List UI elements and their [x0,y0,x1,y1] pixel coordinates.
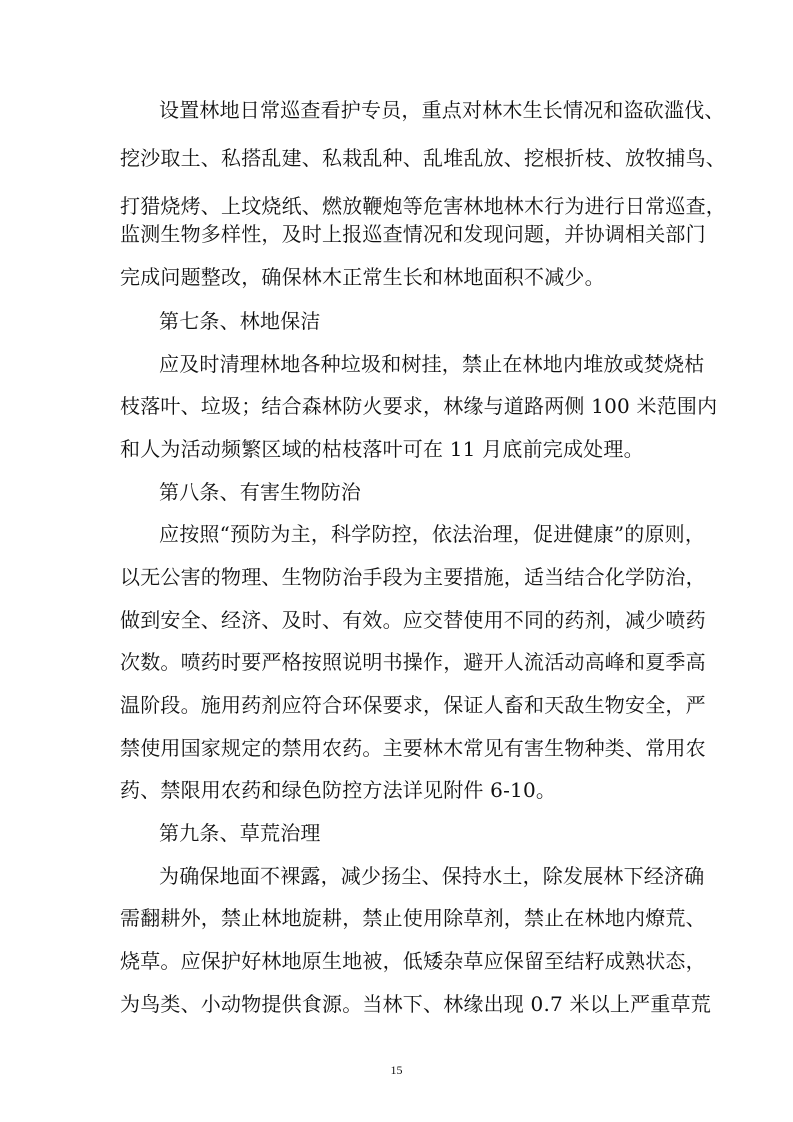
paragraph-line: 需翻耕外，禁止林地旋耕，禁止使用除草剂，禁止在林地内燎荒、 [120,906,706,930]
paragraph-line: 挖沙取土、私搭乱建、私栽乱种、乱堆乱放、挖根折枝、放牧捕鸟、 [120,146,726,170]
paragraph-line: 枝落叶、垃圾；结合森林防火要求，林缘与道路两侧 100 米范围内 [120,394,718,418]
paragraph-line: 设置林地日常巡查看护专员，重点对林木生长情况和盗砍滥伐、 [159,98,725,122]
paragraph-line: 次数。喷药时要严格按照说明书操作，避开人流活动高峰和夏季高 [120,650,706,674]
paragraph-line: 禁使用国家规定的禁用农药。主要林木常见有害生物种类、常用农 [120,736,706,760]
paragraph-line: 做到安全、经济、及时、有效。应交替使用不同的药剂，减少喷药 [120,608,706,632]
paragraph-line: 以无公害的物理、生物防治手段为主要措施，适当结合化学防治， [120,565,706,589]
page-number: 15 [390,1063,403,1077]
paragraph-line: 监测生物多样性，及时上报巡查情况和发现问题，并协调相关部门 [120,222,706,246]
paragraph-line: 打猎烧烤、上坟烧纸、燃放鞭炮等危害林地林木行为进行日常巡查， [120,194,726,218]
paragraph-line: 为确保地面不裸露，减少扬尘、保持水土，除发展林下经济确 [159,864,705,888]
section-heading-8: 第八条、有害生物防治 [159,480,361,504]
section-heading-7: 第七条、林地保洁 [159,309,321,333]
paragraph-line: 为鸟类、小动物提供食源。当林下、林缘出现 0.7 米以上严重草荒 [120,992,711,1016]
paragraph-line: 应及时清理林地各种垃圾和树挂，禁止在林地内堆放或焚烧枯 [159,352,705,376]
paragraph-line: 烧草。应保护好林地原生地被，低矮杂草应保留至结籽成熟状态， [120,949,706,973]
paragraph-line: 药、禁限用农药和绿色防控方法详见附件 6-10。 [120,778,557,802]
paragraph-line: 温阶段。施用药剂应符合环保要求，保证人畜和天敌生物安全，严 [120,693,706,717]
paragraph-line: 完成问题整改，确保林木正常生长和林地面积不减少。 [120,265,605,289]
paragraph-line: 和人为活动频繁区域的枯枝落叶可在 11 月底前完成处理。 [120,437,644,461]
paragraph-line: 应按照“预防为主，科学防控，依法治理，促进健康”的原则， [159,522,706,546]
section-heading-9: 第九条、草荒治理 [159,821,321,845]
